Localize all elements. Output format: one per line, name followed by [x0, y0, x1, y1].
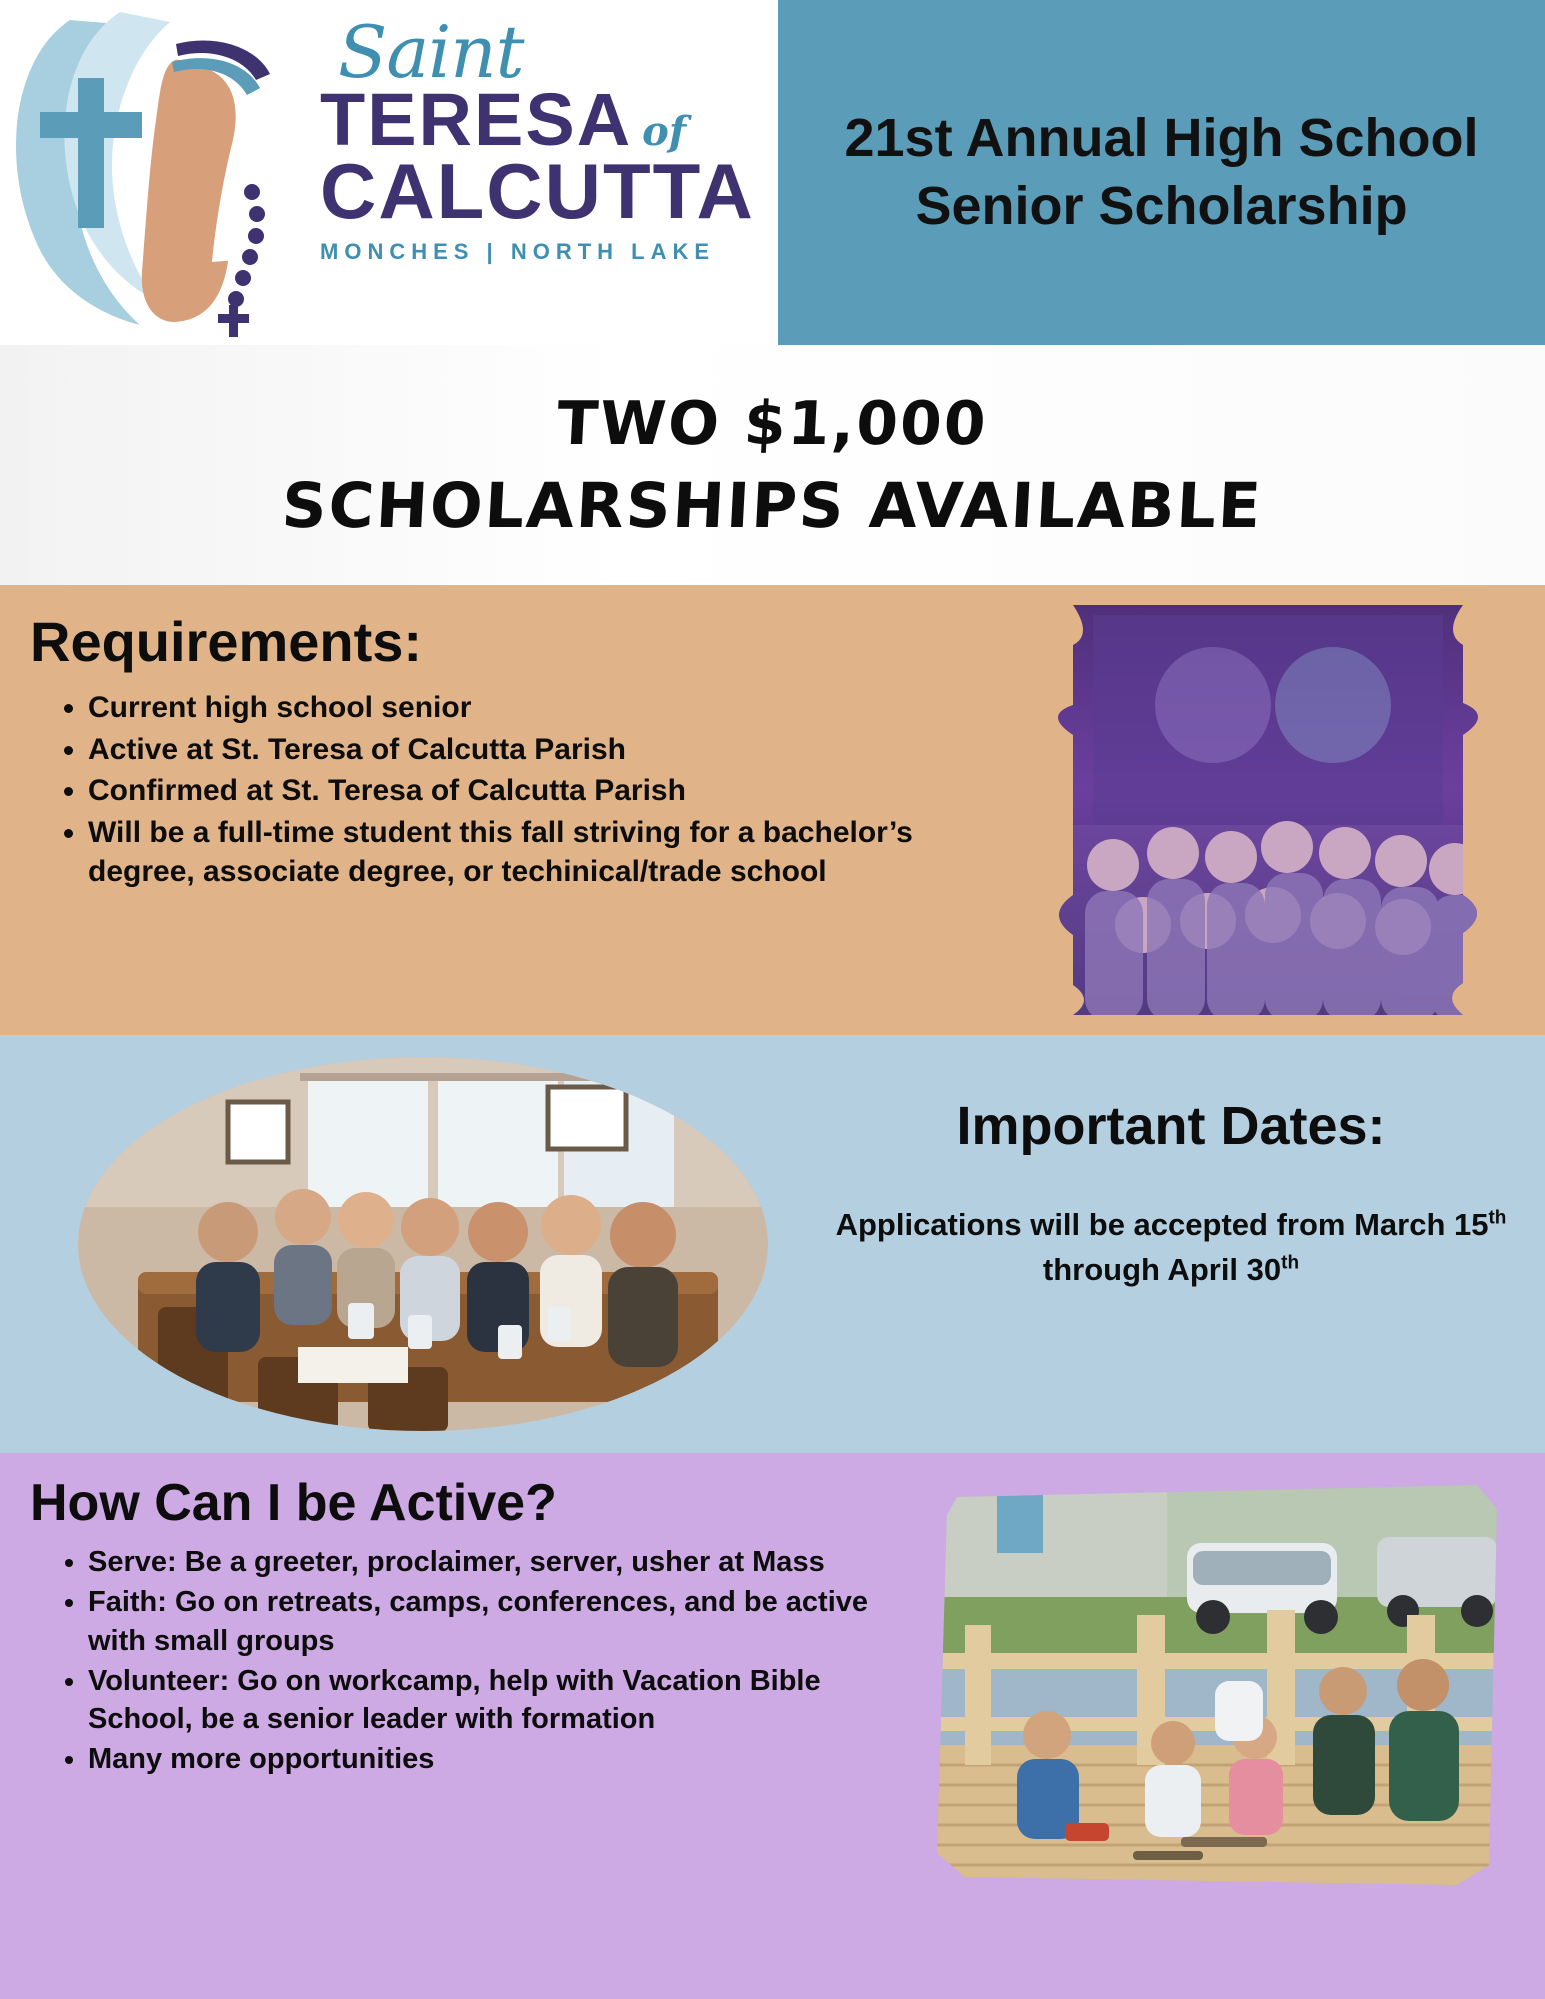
how-to-be-active-list [30, 1543, 900, 1779]
date-ordinal-suffix-1: th [1488, 1207, 1507, 1229]
scholarship-banner [0, 345, 1545, 585]
application-window-prefix: Applications will be accepted from March 15 [835, 1207, 1489, 1242]
important-dates-heading: Important Dates: [956, 1096, 1386, 1156]
flyer-header [0, 0, 1545, 345]
parish-logo [0, 0, 778, 345]
workcamp-photo [937, 1485, 1497, 1885]
logo-saint-text: Saint [338, 10, 524, 94]
how-to-be-active-section [0, 1453, 1545, 1999]
important-dates-text [821, 1095, 1521, 1293]
list-item: • Confirmed at St. Teresa of Calcutta Parish [88, 771, 980, 811]
logo-calcutta-text: CALCUTTA [320, 147, 755, 236]
banner-amount-text: TWO $1,000 [555, 388, 990, 459]
logo-locations-text: MONCHES | NORTH LAKE [320, 238, 716, 264]
header-title-block [778, 0, 1545, 345]
list-item: • Will be a full-time student this fall striving for a bachelor’s degree, associate degree, or techinical/trade school [88, 813, 980, 892]
date-ordinal-suffix-2: th [1281, 1252, 1300, 1274]
list-item: • Serve: Be a greeter, proclaimer, server, usher at Mass [88, 1543, 900, 1582]
banner-availability-text: SCHOLARSHIPS AVAILABLE [280, 468, 1265, 542]
logo-teresa-text [320, 78, 770, 162]
logo-artwork-icon [0, 0, 340, 345]
youth-group-photo [1033, 595, 1503, 1025]
requirements-list [30, 688, 980, 892]
application-window-text [821, 1203, 1521, 1293]
list-item: • Volunteer: Go on workcamp, help with Vacation Bible School, be a senior leader with formation [88, 1662, 900, 1740]
list-item: • Faith: Go on retreats, camps, conferences, and be active with small groups [88, 1583, 900, 1661]
important-dates-section [0, 1035, 1545, 1453]
how-to-be-active-heading: How Can I be Active? [30, 1474, 557, 1532]
how-to-be-active-text [0, 1453, 900, 1779]
page-title: 21st Annual High School Senior Scholarship [844, 108, 1479, 236]
small-group-photo [78, 1057, 768, 1432]
logo-of-word: of [642, 108, 687, 156]
application-window-middle: through April 30 [1042, 1251, 1282, 1287]
logo-teresa-word: TERESA [320, 78, 633, 162]
list-item: • Many more opportunities [88, 1740, 900, 1779]
requirements-heading: Requirements: [30, 610, 423, 673]
logo-wordmark [320, 10, 770, 265]
requirements-text [0, 585, 980, 1035]
list-item: • Active at St. Teresa of Calcutta Parish [88, 730, 980, 770]
requirements-section [0, 585, 1545, 1035]
list-item: • Current high school senior [88, 688, 980, 728]
